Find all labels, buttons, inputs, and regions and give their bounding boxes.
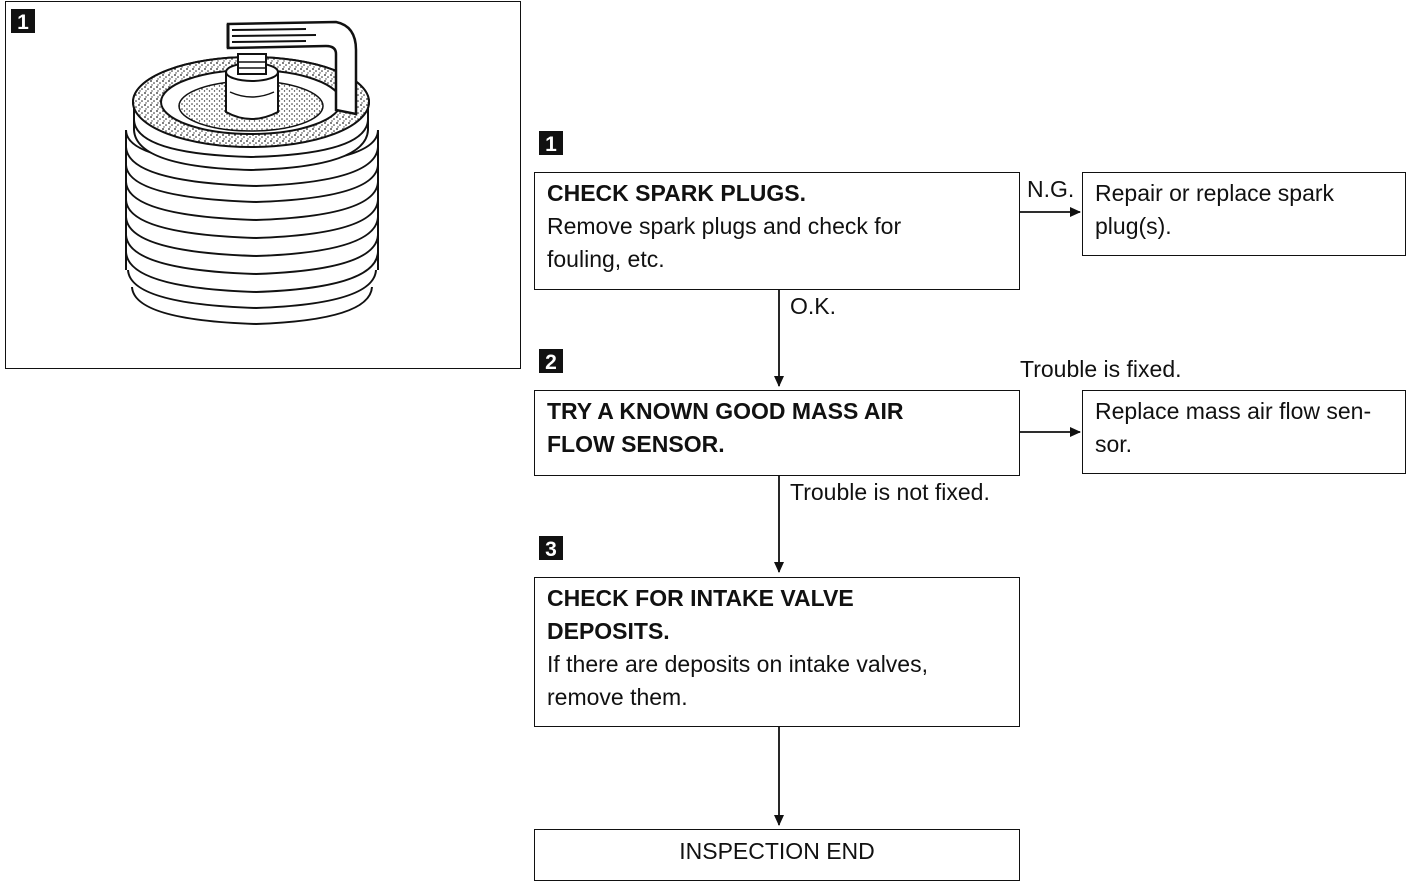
illustration-badge: 1 [11, 9, 35, 33]
trouble-not-fixed-label: Trouble is not fixed. [790, 479, 990, 505]
replace-maf-sensor-box [1082, 390, 1406, 474]
step1-text-line1: Remove spark plugs and check for [547, 213, 902, 239]
step2-box [534, 390, 1020, 476]
step3-text-line1: If there are deposits on intake valves, [547, 651, 928, 677]
step1-box [534, 172, 1020, 290]
step3-text-line2: remove them. [547, 684, 688, 710]
inspection-end-text: INSPECTION END [679, 838, 875, 864]
step1-text-line2: fouling, etc. [547, 246, 665, 272]
step1-badge: 1 [539, 131, 563, 155]
ng-label: N.G. [1027, 176, 1075, 202]
replace-text-line2: sor. [1095, 431, 1133, 457]
repair-text-line1: Repair or replace spark [1095, 180, 1335, 206]
repair-spark-plug-box [1082, 172, 1406, 256]
step3-badge: 3 [539, 536, 563, 560]
step2-heading-line1: TRY A KNOWN GOOD MASS AIR [547, 398, 904, 424]
inspection-end-box [534, 829, 1020, 881]
step3-heading-line1: CHECK FOR INTAKE VALVE [547, 585, 854, 611]
step1-heading: CHECK SPARK PLUGS. [547, 180, 806, 206]
step2-heading-line2: FLOW SENSOR. [547, 431, 725, 457]
step2-badge: 2 [539, 349, 563, 373]
step3-heading-line2: DEPOSITS. [547, 618, 670, 644]
ok-label: O.K. [790, 293, 837, 319]
repair-text-line2: plug(s). [1095, 213, 1172, 239]
trouble-fixed-label: Trouble is fixed. [1020, 356, 1182, 382]
replace-text-line1: Replace mass air flow sen- [1095, 398, 1372, 424]
step3-box [534, 577, 1020, 727]
